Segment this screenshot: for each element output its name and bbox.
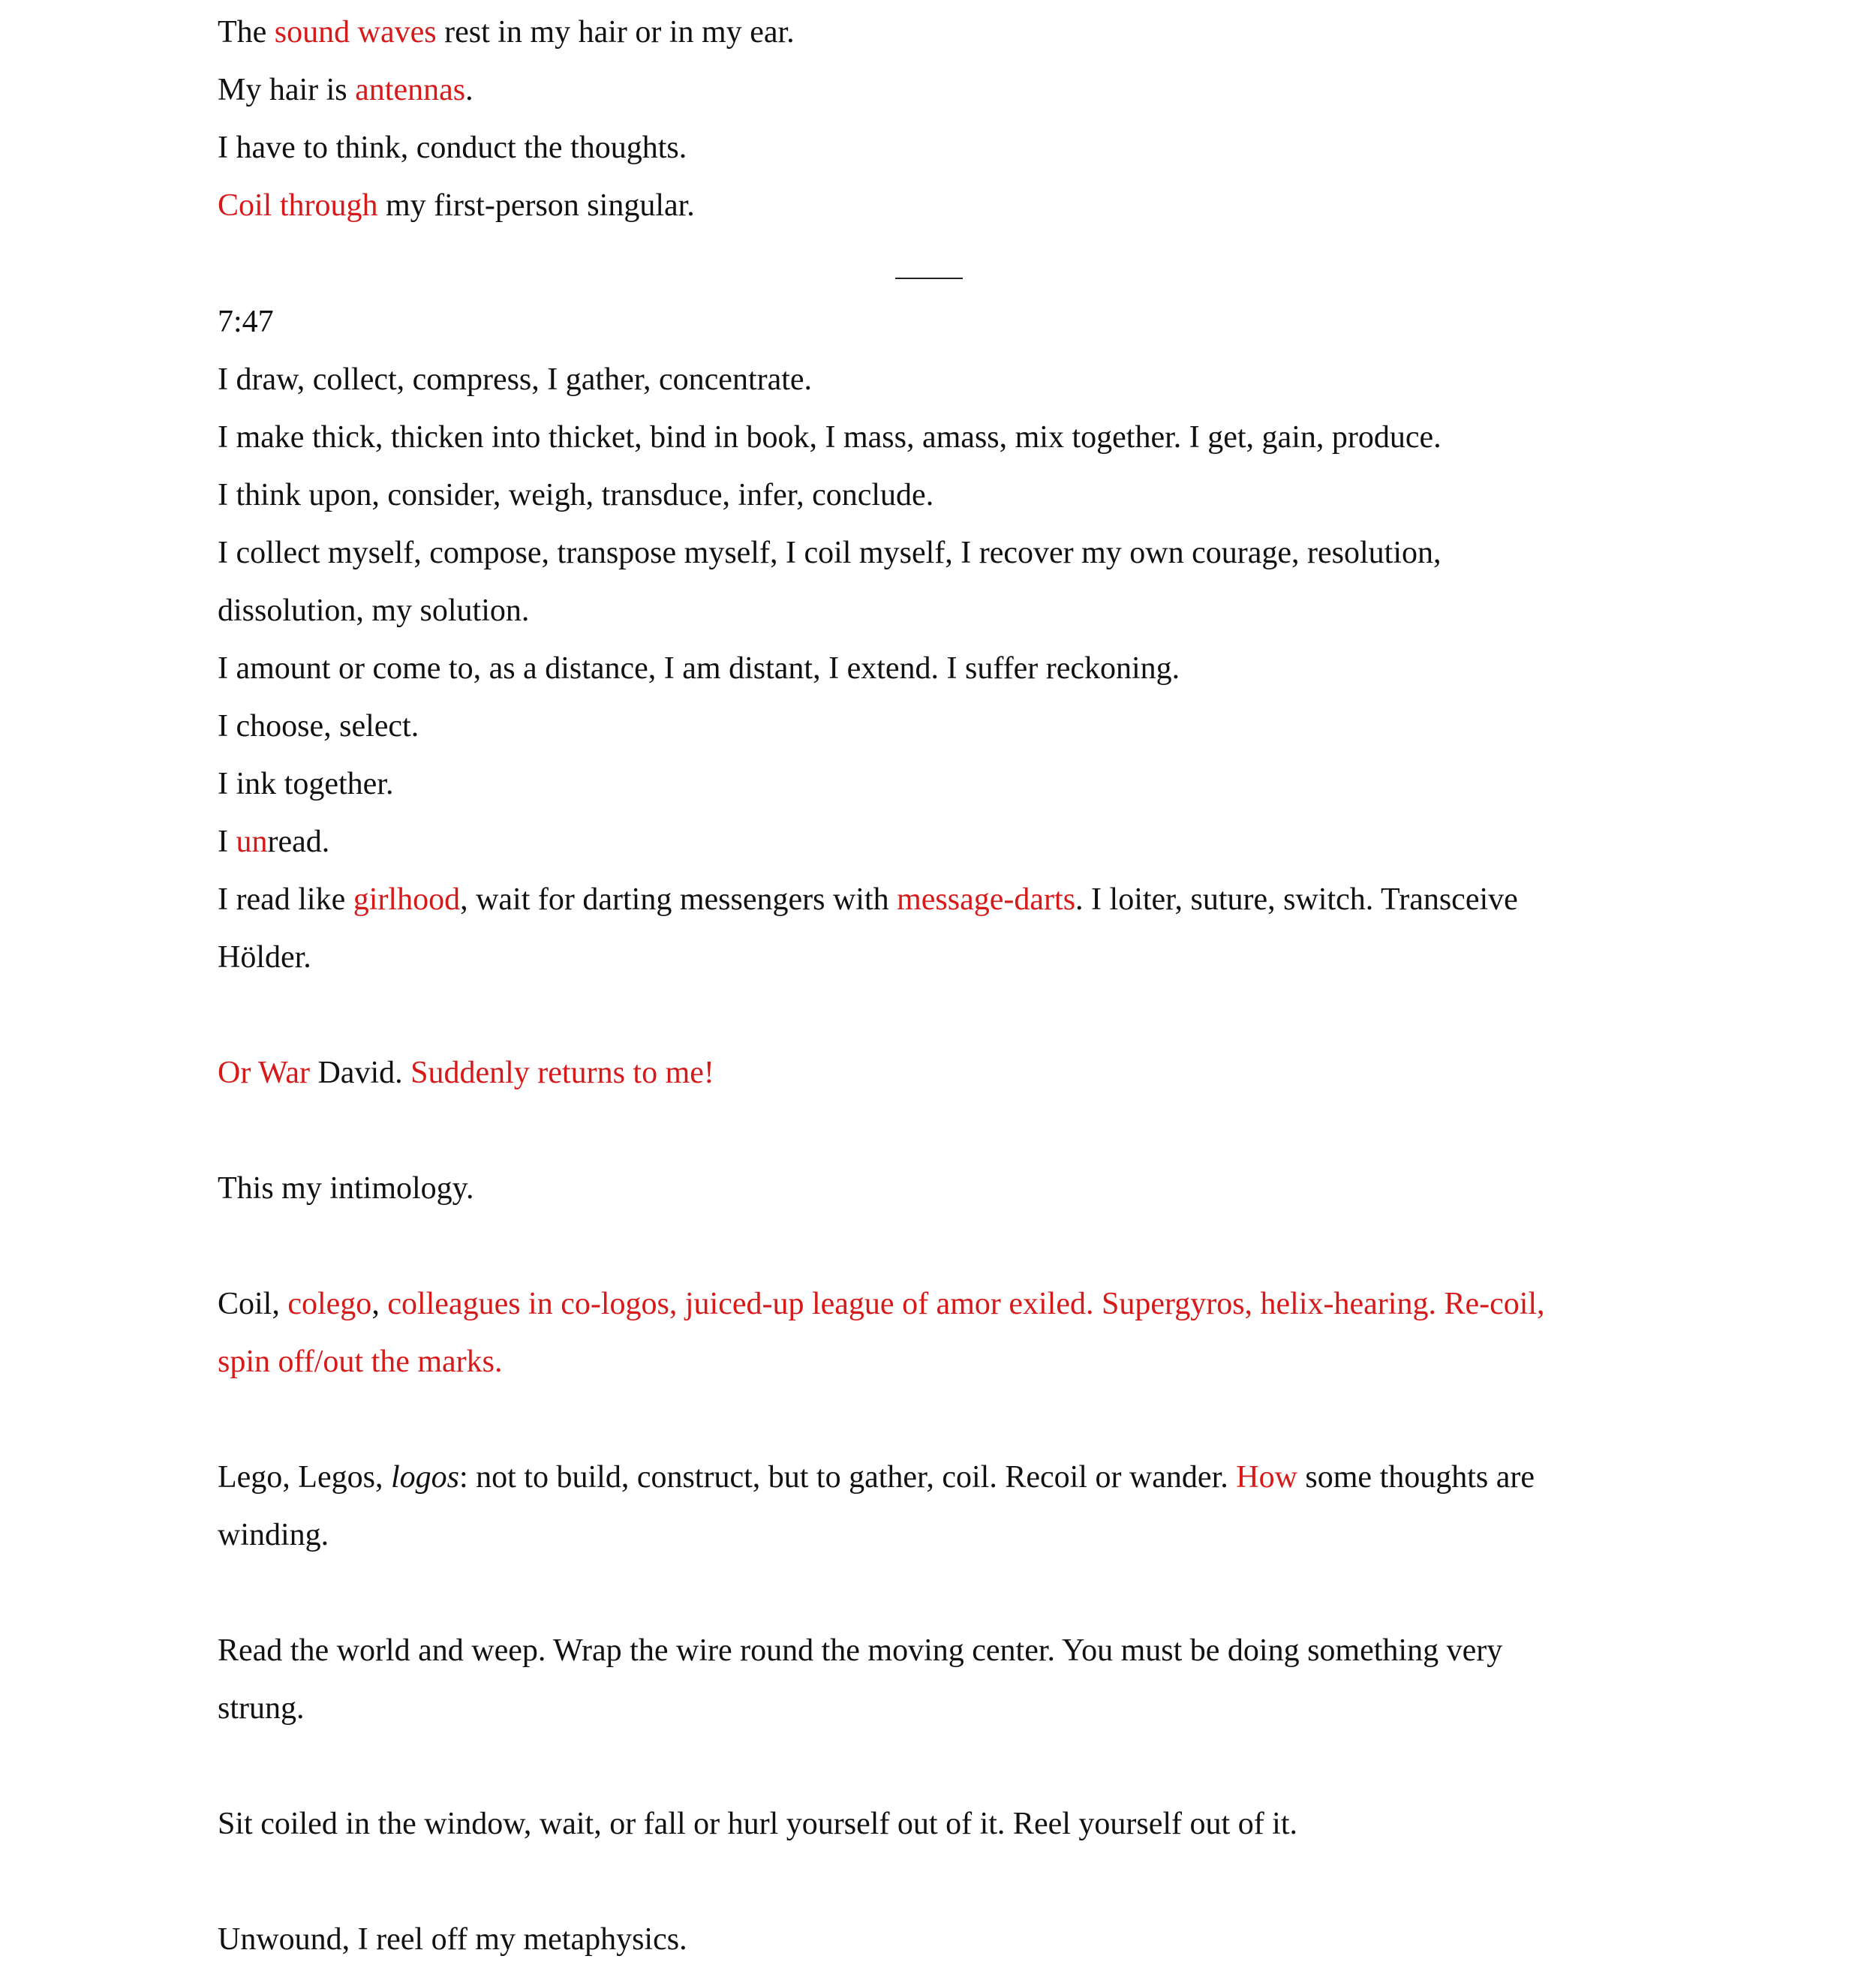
highlighted-text: antennas (355, 73, 466, 107)
text-span: . I loiter, suture, switch. Transceive (1075, 882, 1518, 917)
highlighted-text: How (1236, 1460, 1297, 1495)
text-line: I ink together. (218, 767, 394, 801)
text-span: The (218, 15, 275, 50)
highlighted-text: Or War (218, 1056, 310, 1090)
text-line: I amount or come to, as a distance, I am distant, I extend. I suffer reckoning. (218, 651, 1180, 686)
text-line: I have to think, conduct the thoughts. (218, 131, 687, 165)
text-line: I collect myself, compose, transpose myself, I coil myself, I recover my own courage, resolution, (218, 536, 1442, 570)
highlighted-text: un (236, 825, 268, 859)
text-span: : not to build, construct, but to gather, coil. Recoil or wander. (458, 1460, 1237, 1495)
text-line: I think upon, consider, weigh, transduce, infer, conclude. (218, 478, 934, 512)
highlighted-text: message-darts (897, 882, 1076, 917)
timestamp: 7:47 (218, 305, 274, 339)
text-line: This my intimology. (218, 1171, 474, 1206)
text-line (218, 1281, 1681, 1327)
text-span: , (371, 1287, 388, 1321)
text-line: I choose, select. (218, 709, 419, 744)
text-line: dissolution, my solution. (218, 593, 530, 628)
text-span: , wait for darting messengers with (460, 882, 897, 917)
text-span: . (465, 73, 474, 107)
text-line: strung. (218, 1691, 305, 1726)
text-line: spin off/out the marks. (218, 1345, 503, 1379)
text-line (218, 10, 1681, 55)
text-span: I read like (218, 882, 353, 917)
text-span: rest in my hair or in my ear. (436, 15, 795, 50)
text-span: Coil, (218, 1287, 288, 1321)
highlighted-text: sound waves (274, 15, 437, 50)
text-line (218, 877, 1681, 922)
text-line (218, 183, 1681, 228)
text-line: winding. (218, 1518, 329, 1552)
text-line (218, 819, 1681, 864)
highlighted-text: colego (287, 1287, 372, 1321)
text-line: Sit coiled in the window, wait, or fall or hurl yourself out of it. Reel yourself out of it. (218, 1807, 1298, 1841)
highlighted-text: Coil through (218, 188, 378, 223)
text-line (218, 1455, 1681, 1500)
text-line: I make thick, thicken into thicket, bind in book, I mass, amass, mix together. I get, gain, produce. (218, 420, 1442, 455)
text-span: my first-person singular. (377, 188, 695, 223)
section-divider (895, 278, 963, 279)
text-span: read. (267, 825, 330, 859)
text-span: some thoughts are (1297, 1460, 1535, 1495)
highlighted-text: colleagues in co-logos, juiced-up league of amor exiled. Supergyros, helix-hearing. Re-coil, (387, 1287, 1545, 1321)
highlighted-text: Suddenly returns to me! (410, 1056, 714, 1090)
text-line (218, 1050, 1681, 1095)
text-line: Unwound, I reel off my metaphysics. (218, 1922, 687, 1957)
highlighted-text: girlhood (353, 882, 461, 917)
text-span: My hair is (218, 73, 356, 107)
text-span: I (218, 825, 236, 859)
text-span: David. (309, 1056, 411, 1090)
italic-text: logos (390, 1460, 459, 1495)
text-line: Read the world and weep. Wrap the wire round the moving center. You must be doing something very (218, 1633, 1503, 1668)
text-line (218, 68, 1681, 113)
text-line: I draw, collect, compress, I gather, concentrate. (218, 362, 813, 397)
text-span: Lego, Legos, (218, 1460, 391, 1495)
text-line: Hölder. (218, 940, 311, 975)
